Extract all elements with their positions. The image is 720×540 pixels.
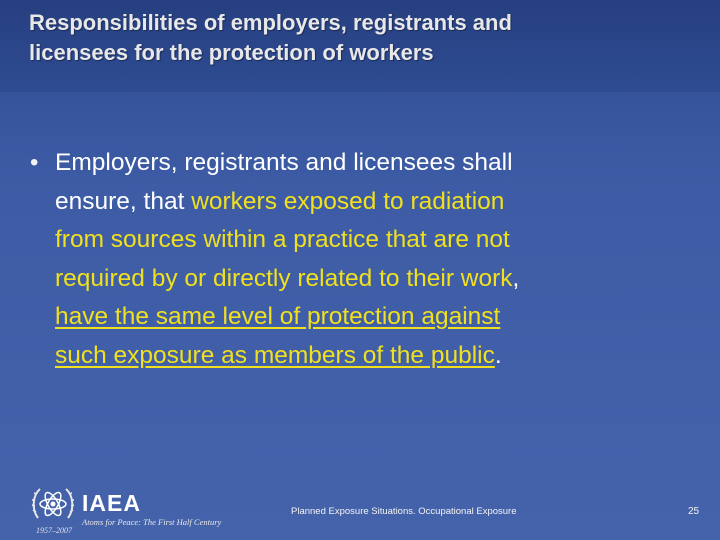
bullet-text-3: from sources within a practice that are not (55, 226, 510, 253)
bullet-text-4b: , (512, 264, 520, 292)
underlined-members-public: such exposure as members of the public (55, 341, 495, 369)
bullet-line-1 (30, 144, 690, 183)
iaea-logo (30, 484, 220, 538)
highlight-required-by: required by or directly related to their work (55, 264, 513, 292)
bullet-paragraph (30, 144, 690, 375)
bullet-line-4 (30, 260, 690, 299)
underlined-same-level: have the same level of protection against (55, 303, 501, 330)
logo-tagline: Atoms for Peace: The First Half Century (82, 517, 222, 527)
bullet-icon: • (30, 149, 39, 176)
bullet-text-1: Employers, registrants and licensees shall (55, 149, 513, 176)
un-emblem-icon (30, 484, 76, 528)
bullet-line-5 (30, 298, 690, 337)
bullet-line-2 (30, 183, 690, 222)
highlight-workers-exposed: workers exposed to radiation (191, 187, 505, 215)
bullet-line-3 (30, 221, 690, 260)
title-line-1: Responsibilities of employers, registrants and (29, 10, 512, 35)
title-line-2: licensees for the protection of workers (29, 40, 434, 65)
bullet-line-6 (30, 337, 690, 376)
logo-years: 1957–2007 (36, 526, 72, 535)
footer-caption: Planned Exposure Situations. Occupational Exposure (291, 506, 517, 517)
bullet-text-2a: ensure, that (55, 187, 192, 215)
page-number: 25 (688, 506, 700, 517)
slide-title (29, 8, 689, 68)
logo-wordmark: IAEA (82, 490, 141, 516)
bullet-text-6b: . (494, 341, 502, 369)
